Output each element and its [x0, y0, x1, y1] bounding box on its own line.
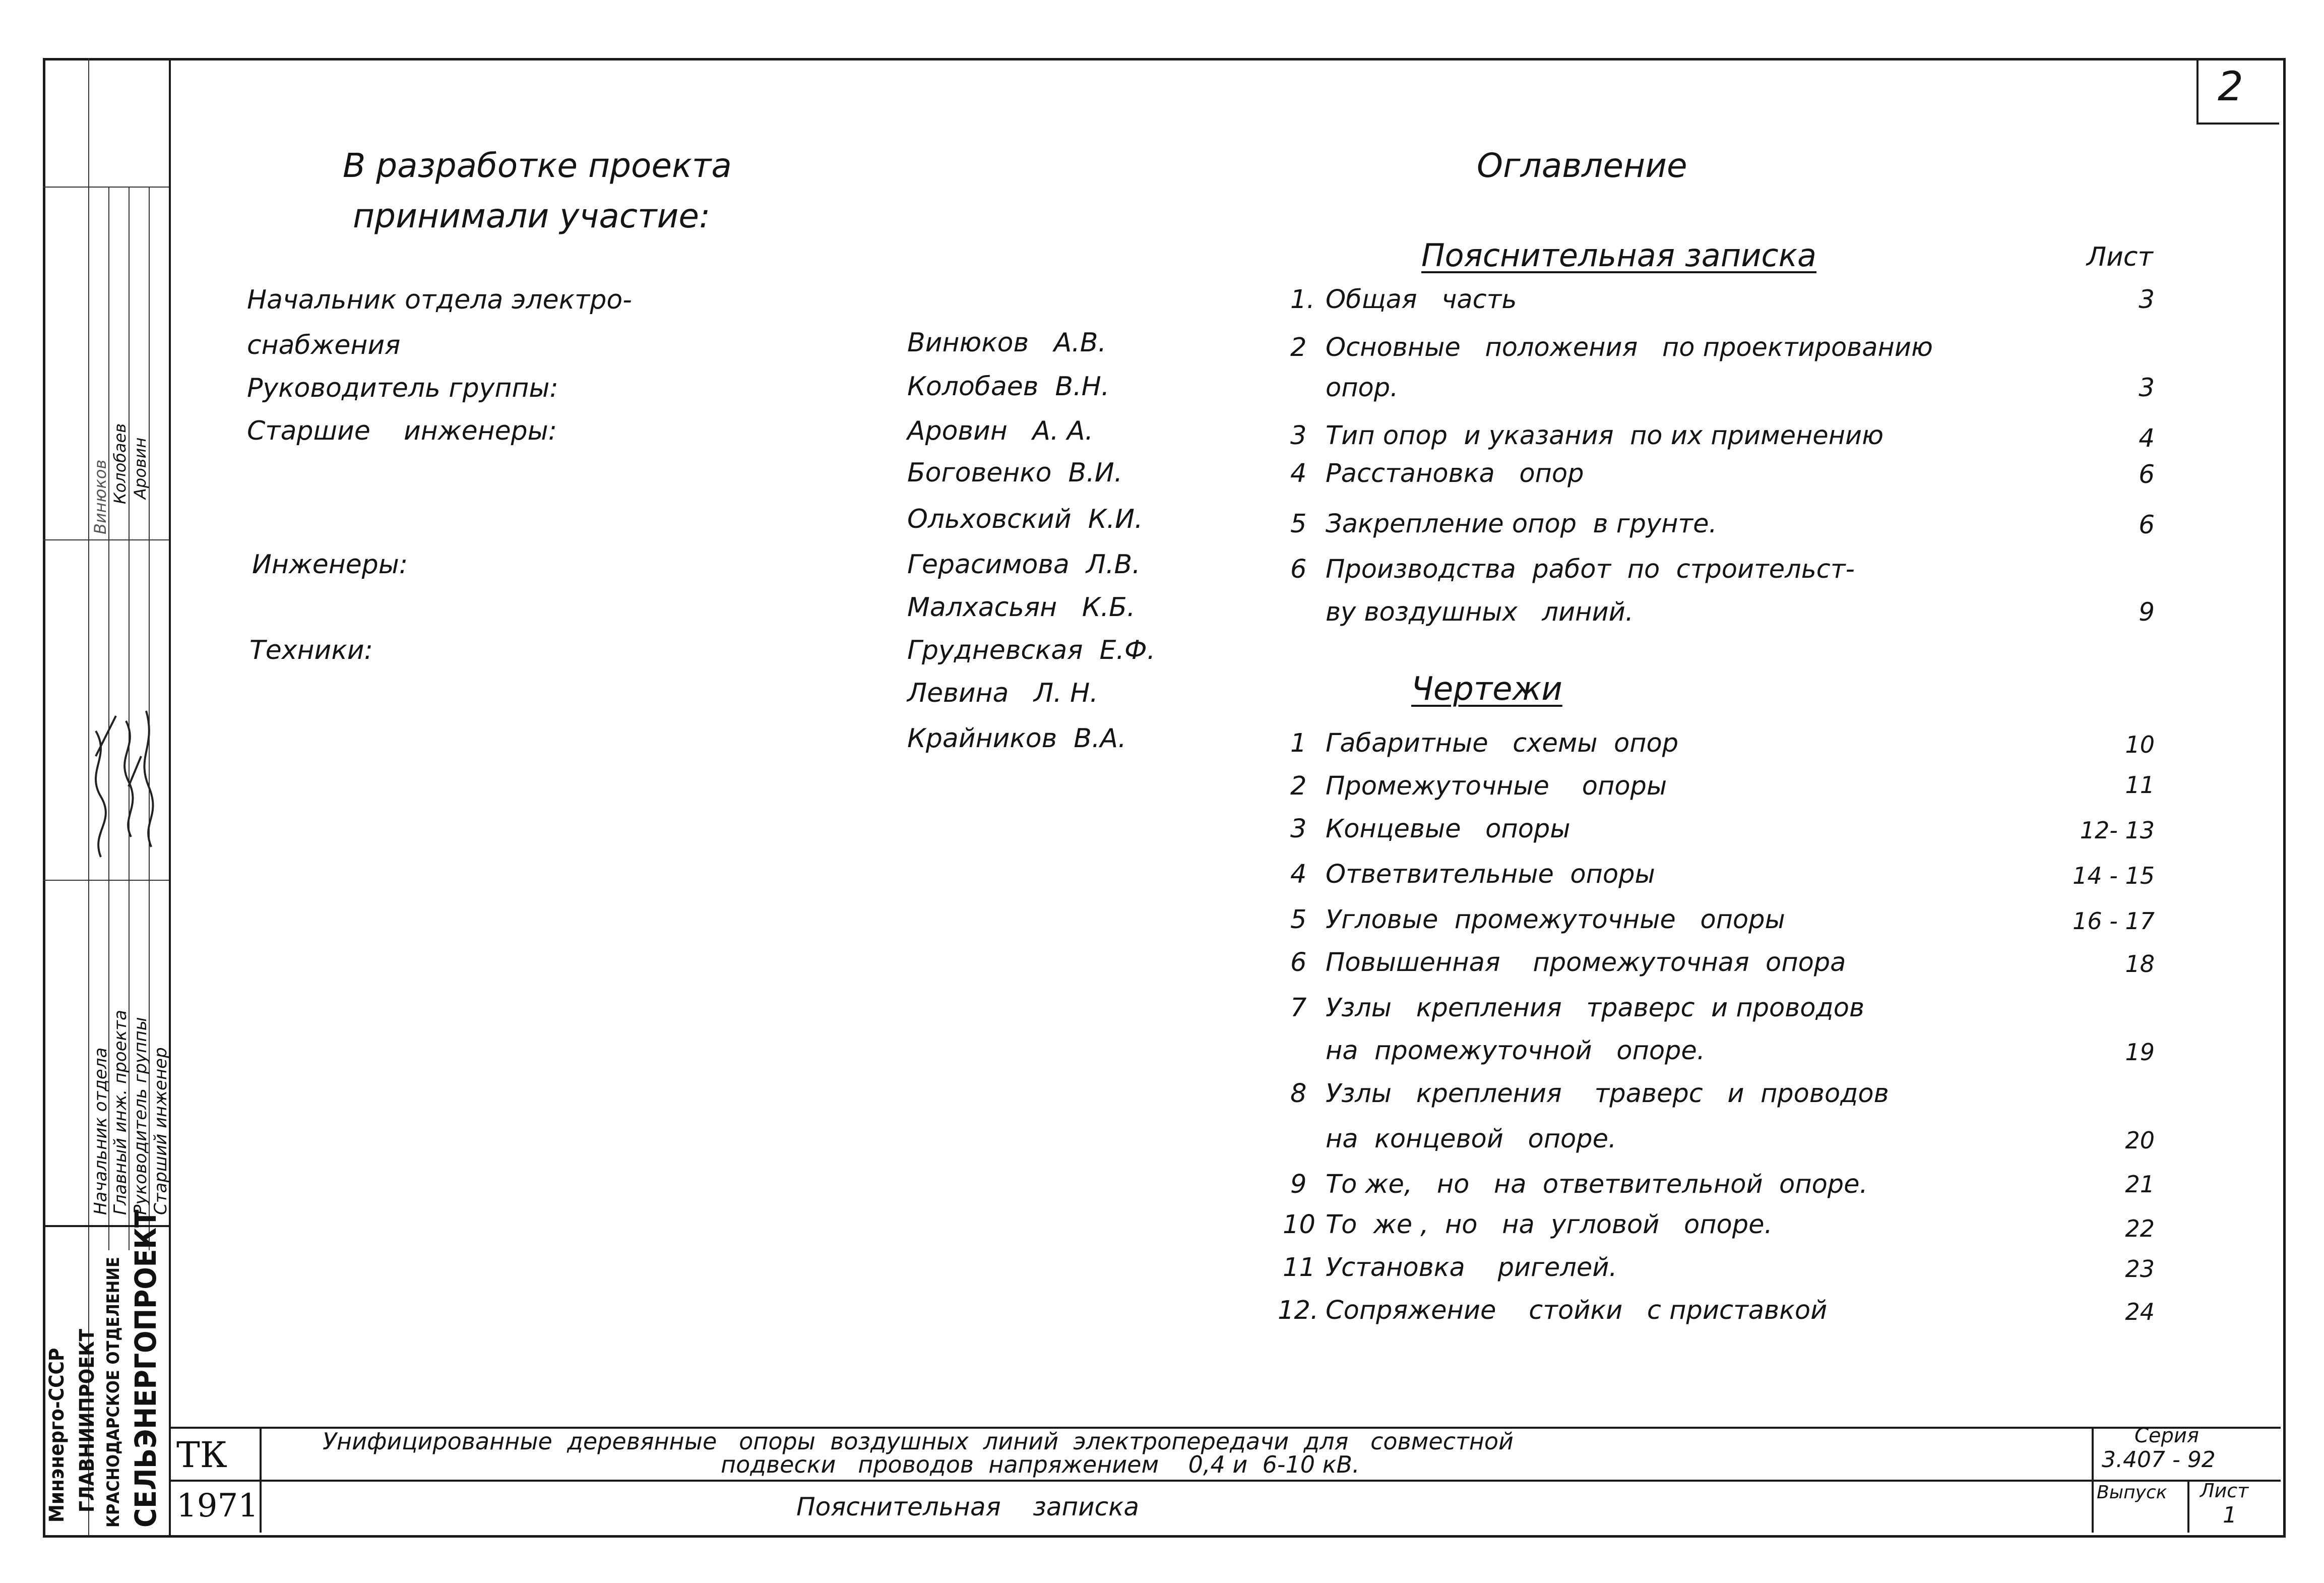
- toc-num: 2: [1290, 333, 1307, 362]
- toc-page: 16 - 17: [2072, 907, 2155, 935]
- toc-item: Габаритные схемы опор: [1326, 728, 1679, 758]
- toc-item: Угловые промежуточные опоры: [1326, 905, 1785, 935]
- toc-page: 10: [2125, 731, 2155, 758]
- toc-page: 11: [2125, 771, 2155, 799]
- toc-item: на промежуточной опоре.: [1326, 1036, 1705, 1066]
- participant-name: Грудневская Е.Ф.: [907, 635, 1156, 665]
- toc-page: 19: [2125, 1039, 2155, 1066]
- toc-page: 3: [2139, 285, 2155, 314]
- sheet-label: Лист: [2200, 1480, 2249, 1502]
- participant-name: Крайников В.А.: [907, 723, 1126, 754]
- stamp-role: Главный инж. проекта: [110, 1010, 131, 1215]
- toc-page: 9: [2139, 597, 2155, 627]
- stamp-name: Винюков: [91, 459, 110, 534]
- role-technicians: Техники:: [249, 635, 373, 665]
- participant-name: Ольховский К.И.: [907, 504, 1143, 534]
- participant-name: Винюков А.В.: [907, 328, 1107, 358]
- stamp-org-line4: СЕЛЬЭНЕРГОПРОЕКТ: [129, 1209, 163, 1528]
- title-block-mid-border: [169, 1480, 2281, 1482]
- toc-num: 3: [1290, 421, 1307, 451]
- role-head-line2: снабжения: [247, 330, 401, 360]
- toc-num: 2: [1290, 771, 1307, 801]
- toc-num: 5: [1290, 905, 1307, 935]
- series-label: Серия: [2134, 1424, 2199, 1447]
- stamp-name: Аровин: [131, 437, 150, 499]
- toc-num: 10: [1283, 1210, 1315, 1240]
- toc-item: Закрепление опор в грунте.: [1326, 509, 1717, 539]
- participant-name: Малхасьян К.Б.: [907, 592, 1136, 623]
- participants-title-line2: принимали участие:: [353, 197, 711, 235]
- toc-num: 5: [1290, 509, 1307, 539]
- toc-item: Расстановка опор: [1326, 459, 1584, 489]
- toc-num: 8: [1290, 1079, 1307, 1109]
- stamp-row-line: [43, 880, 169, 881]
- stamp-row-line: [43, 187, 169, 188]
- participant-name: Колобаев В.Н.: [907, 372, 1110, 402]
- toc-page: 4: [2139, 423, 2155, 453]
- document-subtitle: Пояснительная записка: [796, 1492, 1139, 1521]
- toc-num: 12.: [1278, 1296, 1319, 1325]
- role-senior-engineers: Старшие инженеры:: [247, 416, 557, 446]
- signature-scribbles: [81, 655, 171, 877]
- participant-name: Боговенко В.И.: [907, 458, 1123, 488]
- toc-num: 4: [1290, 459, 1307, 489]
- contents-title: Оглавление: [1477, 146, 1687, 185]
- issue-label: Выпуск: [2097, 1482, 2167, 1503]
- stamp-name: Колобаев: [110, 423, 130, 504]
- toc-item: на концевой опоре.: [1326, 1124, 1617, 1154]
- toc-num: 9: [1290, 1170, 1307, 1199]
- title-block-issue-divider: [2187, 1480, 2189, 1533]
- toc-page: 3: [2139, 373, 2155, 402]
- toc-page: 24: [2125, 1298, 2155, 1325]
- toc-num: 1: [1290, 728, 1307, 758]
- toc-item: Ответвительные опоры: [1326, 860, 1655, 889]
- section2-title: Чертежи: [1411, 671, 1562, 708]
- participant-name: Аровин А. А.: [907, 416, 1094, 446]
- toc-item: ву воздушных линий.: [1326, 597, 1634, 627]
- role-head-line1: Начальник отдела электро-: [247, 285, 632, 315]
- participant-name: Левина Л. Н.: [907, 678, 1098, 708]
- toc-item: То же, но на ответвительной опоре.: [1326, 1170, 1868, 1199]
- toc-page: 6: [2139, 510, 2155, 539]
- toc-page: 14 - 15: [2072, 862, 2155, 889]
- toc-item: Производства работ по строительст-: [1326, 555, 1855, 584]
- title-block-code-divider: [260, 1427, 262, 1533]
- stamp-org-line3: КРАСНОДАРСКОЕ ОТДЕЛЕНИЕ: [103, 1257, 123, 1528]
- toc-num: 4: [1290, 860, 1307, 889]
- project-title-line2: подвески проводов напряжением 0,4 и 6-10 кВ.: [721, 1451, 1360, 1478]
- project-title-line1: Унифицированные деревянные опоры воздушных линий электропередачи для совместной: [323, 1428, 1514, 1455]
- role-engineers: Инженеры:: [252, 550, 408, 580]
- toc-page: 12- 13: [2080, 817, 2155, 844]
- stamp-org-line1: Минэнерго-СССР: [45, 1348, 69, 1523]
- sheet-number: 2: [2218, 63, 2243, 110]
- toc-num: 1.: [1290, 285, 1315, 315]
- participants-title-line1: В разработке проекта: [343, 146, 732, 185]
- series-value: 3.407 - 92: [2102, 1447, 2216, 1473]
- toc-item: Концевые опоры: [1326, 814, 1571, 844]
- toc-page: 21: [2125, 1171, 2155, 1198]
- toc-item: Узлы крепления траверс и проводов: [1326, 993, 1865, 1023]
- stamp-row-line: [43, 539, 169, 540]
- toc-item: опор.: [1326, 373, 1399, 403]
- toc-item: Установка ригелей.: [1326, 1253, 1617, 1283]
- participant-name: Герасимова Л.В.: [907, 550, 1141, 580]
- toc-item: Промежуточные опоры: [1326, 771, 1667, 801]
- title-code: ТК: [176, 1434, 227, 1476]
- toc-item: Узлы крепления траверс и проводов: [1326, 1079, 1889, 1109]
- toc-num: 3: [1290, 814, 1307, 844]
- toc-page: 18: [2125, 950, 2155, 978]
- toc-num: 7: [1290, 993, 1307, 1023]
- title-block-series-divider: [2092, 1427, 2094, 1533]
- toc-item: Основные положения по проектированию: [1326, 333, 1933, 362]
- title-year: 1971: [176, 1487, 259, 1525]
- toc-item: Сопряжение стойки с приставкой: [1326, 1296, 1828, 1325]
- sheet-value: 1: [2223, 1502, 2237, 1528]
- sheet-column-label: Лист: [2087, 242, 2153, 272]
- stamp-role: Начальник отдела: [91, 1047, 111, 1215]
- toc-page: 6: [2139, 460, 2155, 489]
- toc-num: 11: [1283, 1253, 1315, 1283]
- section1-title: Пояснительная записка: [1421, 237, 1817, 274]
- toc-num: 6: [1290, 555, 1307, 584]
- stamp-role: Руководитель группы: [131, 1017, 151, 1215]
- toc-page: 22: [2125, 1215, 2155, 1242]
- drawing-frame: [43, 58, 2286, 1538]
- stamp-role: Старший инженер: [151, 1047, 171, 1215]
- role-group-lead: Руководитель группы:: [247, 373, 558, 403]
- toc-num: 6: [1290, 948, 1307, 978]
- toc-item: Общая часть: [1326, 285, 1517, 315]
- toc-item: Тип опор и указания по их применению: [1326, 421, 1884, 451]
- toc-page: 20: [2125, 1127, 2155, 1154]
- stamp-org-line2: ГЛАВНИИПРОЕКТ: [76, 1328, 99, 1512]
- toc-item: То же , но на угловой опоре.: [1326, 1210, 1773, 1240]
- toc-page: 23: [2125, 1255, 2155, 1283]
- toc-item: Повышенная промежуточная опора: [1326, 948, 1846, 978]
